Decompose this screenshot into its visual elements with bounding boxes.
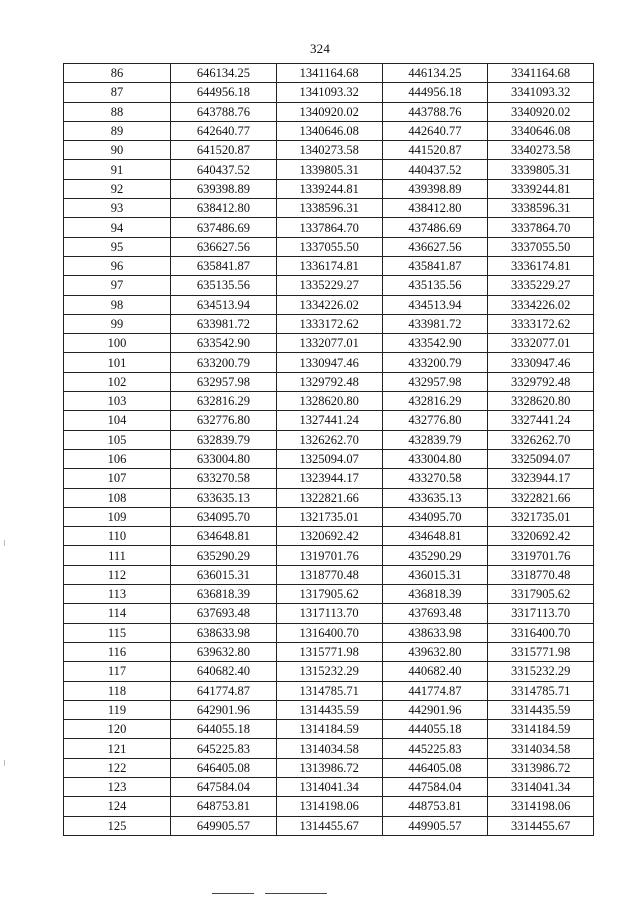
y2-coordinate-cell: 3341093.32: [488, 83, 594, 102]
table-row: [64, 256, 594, 275]
x2-coordinate-cell: 433635.13: [382, 488, 488, 507]
x-coordinate-cell: 642640.77: [171, 121, 277, 140]
y-coordinate-cell: 1330947.46: [276, 353, 382, 372]
x-coordinate-cell: 649905.57: [171, 816, 277, 835]
x-coordinate-cell: 634095.70: [171, 507, 277, 526]
y2-coordinate-cell: 3338596.31: [488, 199, 594, 218]
x2-coordinate-cell: 447584.04: [382, 777, 488, 796]
point-number-cell: 107: [64, 469, 171, 488]
y-coordinate-cell: 1337055.50: [276, 237, 382, 256]
x-coordinate-cell: 633542.90: [171, 334, 277, 353]
point-number-cell: 87: [64, 83, 171, 102]
x2-coordinate-cell: 437486.69: [382, 218, 488, 237]
table-row: [64, 276, 594, 295]
scan-edge-mark: [4, 540, 5, 546]
x2-coordinate-cell: 438633.98: [382, 623, 488, 642]
x-coordinate-cell: 640682.40: [171, 662, 277, 681]
y-coordinate-cell: 1314034.58: [276, 739, 382, 758]
table-row: [64, 449, 594, 468]
x2-coordinate-cell: 445225.83: [382, 739, 488, 758]
table-row: [64, 681, 594, 700]
table-row: [64, 353, 594, 372]
table-row: [64, 527, 594, 546]
footer-rule: [212, 893, 254, 894]
table-row: [64, 141, 594, 160]
table-row: [64, 720, 594, 739]
point-number-cell: 115: [64, 623, 171, 642]
table-row: [64, 700, 594, 719]
table-row: [64, 816, 594, 835]
table-row: [64, 777, 594, 796]
x-coordinate-cell: 644055.18: [171, 720, 277, 739]
x2-coordinate-cell: 434095.70: [382, 507, 488, 526]
y2-coordinate-cell: 3317113.70: [488, 604, 594, 623]
x-coordinate-cell: 638412.80: [171, 199, 277, 218]
x2-coordinate-cell: 444956.18: [382, 83, 488, 102]
table-row: [64, 334, 594, 353]
x-coordinate-cell: 644956.18: [171, 83, 277, 102]
y2-coordinate-cell: 3315232.29: [488, 662, 594, 681]
y2-coordinate-cell: 3341164.68: [488, 64, 594, 83]
x-coordinate-cell: 636627.56: [171, 237, 277, 256]
table-row: [64, 392, 594, 411]
table-row: [64, 623, 594, 642]
x2-coordinate-cell: 437693.48: [382, 604, 488, 623]
y2-coordinate-cell: 3329792.48: [488, 372, 594, 391]
table-row: [64, 372, 594, 391]
y-coordinate-cell: 1319701.76: [276, 546, 382, 565]
y-coordinate-cell: 1314455.67: [276, 816, 382, 835]
y-coordinate-cell: 1316400.70: [276, 623, 382, 642]
x2-coordinate-cell: 446134.25: [382, 64, 488, 83]
point-number-cell: 101: [64, 353, 171, 372]
point-number-cell: 111: [64, 546, 171, 565]
table-row: [64, 179, 594, 198]
table-row: [64, 565, 594, 584]
y2-coordinate-cell: 3339244.81: [488, 179, 594, 198]
y-coordinate-cell: 1341164.68: [276, 64, 382, 83]
y-coordinate-cell: 1318770.48: [276, 565, 382, 584]
x2-coordinate-cell: 446405.08: [382, 758, 488, 777]
point-number-cell: 98: [64, 295, 171, 314]
x2-coordinate-cell: 442640.77: [382, 121, 488, 140]
x-coordinate-cell: 633981.72: [171, 314, 277, 333]
point-number-cell: 86: [64, 64, 171, 83]
x-coordinate-cell: 647584.04: [171, 777, 277, 796]
x2-coordinate-cell: 432776.80: [382, 411, 488, 430]
y-coordinate-cell: 1341093.32: [276, 83, 382, 102]
x-coordinate-cell: 638633.98: [171, 623, 277, 642]
y-coordinate-cell: 1336174.81: [276, 256, 382, 275]
coordinate-table: [63, 63, 594, 836]
x2-coordinate-cell: 449905.57: [382, 816, 488, 835]
y-coordinate-cell: 1328620.80: [276, 392, 382, 411]
y-coordinate-cell: 1332077.01: [276, 334, 382, 353]
x-coordinate-cell: 633270.58: [171, 469, 277, 488]
point-number-cell: 125: [64, 816, 171, 835]
y-coordinate-cell: 1326262.70: [276, 430, 382, 449]
table-row: [64, 430, 594, 449]
x-coordinate-cell: 632957.98: [171, 372, 277, 391]
point-number-cell: 120: [64, 720, 171, 739]
point-number-cell: 105: [64, 430, 171, 449]
point-number-cell: 122: [64, 758, 171, 777]
x2-coordinate-cell: 433981.72: [382, 314, 488, 333]
y2-coordinate-cell: 3337864.70: [488, 218, 594, 237]
x-coordinate-cell: 632816.29: [171, 392, 277, 411]
y-coordinate-cell: 1335229.27: [276, 276, 382, 295]
table-row: [64, 739, 594, 758]
y2-coordinate-cell: 3319701.76: [488, 546, 594, 565]
x-coordinate-cell: 639398.89: [171, 179, 277, 198]
y-coordinate-cell: 1327441.24: [276, 411, 382, 430]
y2-coordinate-cell: 3325094.07: [488, 449, 594, 468]
point-number-cell: 124: [64, 797, 171, 816]
point-number-cell: 96: [64, 256, 171, 275]
y2-coordinate-cell: 3314455.67: [488, 816, 594, 835]
x-coordinate-cell: 641774.87: [171, 681, 277, 700]
y-coordinate-cell: 1340646.08: [276, 121, 382, 140]
x2-coordinate-cell: 443788.76: [382, 102, 488, 121]
table-row: [64, 102, 594, 121]
y2-coordinate-cell: 3314034.58: [488, 739, 594, 758]
point-number-cell: 117: [64, 662, 171, 681]
x-coordinate-cell: 648753.81: [171, 797, 277, 816]
y-coordinate-cell: 1329792.48: [276, 372, 382, 391]
x2-coordinate-cell: 436015.31: [382, 565, 488, 584]
y-coordinate-cell: 1320692.42: [276, 527, 382, 546]
y2-coordinate-cell: 3340273.58: [488, 141, 594, 160]
x-coordinate-cell: 636015.31: [171, 565, 277, 584]
y2-coordinate-cell: 3332077.01: [488, 334, 594, 353]
point-number-cell: 119: [64, 700, 171, 719]
x2-coordinate-cell: 441520.87: [382, 141, 488, 160]
x2-coordinate-cell: 439632.80: [382, 642, 488, 661]
x2-coordinate-cell: 435135.56: [382, 276, 488, 295]
y2-coordinate-cell: 3330947.46: [488, 353, 594, 372]
x2-coordinate-cell: 436627.56: [382, 237, 488, 256]
y-coordinate-cell: 1314041.34: [276, 777, 382, 796]
x2-coordinate-cell: 433004.80: [382, 449, 488, 468]
page-number: 324: [309, 41, 331, 56]
y-coordinate-cell: 1325094.07: [276, 449, 382, 468]
point-number-cell: 110: [64, 527, 171, 546]
x-coordinate-cell: 633004.80: [171, 449, 277, 468]
y2-coordinate-cell: 3337055.50: [488, 237, 594, 256]
y-coordinate-cell: 1340273.58: [276, 141, 382, 160]
point-number-cell: 106: [64, 449, 171, 468]
point-number-cell: 123: [64, 777, 171, 796]
table-row: [64, 121, 594, 140]
point-number-cell: 103: [64, 392, 171, 411]
point-number-cell: 112: [64, 565, 171, 584]
y2-coordinate-cell: 3321735.01: [488, 507, 594, 526]
table-row: [64, 314, 594, 333]
table-row: [64, 758, 594, 777]
y2-coordinate-cell: 3317905.62: [488, 585, 594, 604]
point-number-cell: 118: [64, 681, 171, 700]
point-number-cell: 113: [64, 585, 171, 604]
x2-coordinate-cell: 434513.94: [382, 295, 488, 314]
y2-coordinate-cell: 3314184.59: [488, 720, 594, 739]
y-coordinate-cell: 1323944.17: [276, 469, 382, 488]
x-coordinate-cell: 633635.13: [171, 488, 277, 507]
table-row: [64, 642, 594, 661]
point-number-cell: 114: [64, 604, 171, 623]
x-coordinate-cell: 646405.08: [171, 758, 277, 777]
table-row: [64, 411, 594, 430]
y2-coordinate-cell: 3314785.71: [488, 681, 594, 700]
y-coordinate-cell: 1337864.70: [276, 218, 382, 237]
x-coordinate-cell: 633200.79: [171, 353, 277, 372]
y-coordinate-cell: 1322821.66: [276, 488, 382, 507]
x2-coordinate-cell: 434648.81: [382, 527, 488, 546]
y2-coordinate-cell: 3340920.02: [488, 102, 594, 121]
x-coordinate-cell: 636818.39: [171, 585, 277, 604]
y2-coordinate-cell: 3326262.70: [488, 430, 594, 449]
y2-coordinate-cell: 3313986.72: [488, 758, 594, 777]
table-row: [64, 295, 594, 314]
x-coordinate-cell: 643788.76: [171, 102, 277, 121]
y2-coordinate-cell: 3314198.06: [488, 797, 594, 816]
table-row: [64, 469, 594, 488]
y2-coordinate-cell: 3314435.59: [488, 700, 594, 719]
table-row: [64, 237, 594, 256]
y-coordinate-cell: 1313986.72: [276, 758, 382, 777]
table-row: [64, 199, 594, 218]
point-number-cell: 93: [64, 199, 171, 218]
coordinate-table-body: [64, 64, 594, 836]
x-coordinate-cell: 634648.81: [171, 527, 277, 546]
x-coordinate-cell: 635290.29: [171, 546, 277, 565]
x2-coordinate-cell: 435841.87: [382, 256, 488, 275]
y2-coordinate-cell: 3340646.08: [488, 121, 594, 140]
point-number-cell: 100: [64, 334, 171, 353]
y-coordinate-cell: 1317905.62: [276, 585, 382, 604]
y2-coordinate-cell: 3318770.48: [488, 565, 594, 584]
y2-coordinate-cell: 3315771.98: [488, 642, 594, 661]
point-number-cell: 97: [64, 276, 171, 295]
y-coordinate-cell: 1334226.02: [276, 295, 382, 314]
y-coordinate-cell: 1317113.70: [276, 604, 382, 623]
x-coordinate-cell: 637486.69: [171, 218, 277, 237]
scan-edge-mark: [4, 760, 5, 766]
x2-coordinate-cell: 432839.79: [382, 430, 488, 449]
y-coordinate-cell: 1339244.81: [276, 179, 382, 198]
x-coordinate-cell: 639632.80: [171, 642, 277, 661]
table-row: [64, 604, 594, 623]
table-row: [64, 488, 594, 507]
x-coordinate-cell: 637693.48: [171, 604, 277, 623]
x2-coordinate-cell: 432816.29: [382, 392, 488, 411]
point-number-cell: 121: [64, 739, 171, 758]
y-coordinate-cell: 1338596.31: [276, 199, 382, 218]
table-row: [64, 585, 594, 604]
y-coordinate-cell: 1314184.59: [276, 720, 382, 739]
x2-coordinate-cell: 433270.58: [382, 469, 488, 488]
point-number-cell: 89: [64, 121, 171, 140]
y2-coordinate-cell: 3336174.81: [488, 256, 594, 275]
y-coordinate-cell: 1315232.29: [276, 662, 382, 681]
y-coordinate-cell: 1339805.31: [276, 160, 382, 179]
y2-coordinate-cell: 3323944.17: [488, 469, 594, 488]
y2-coordinate-cell: 3334226.02: [488, 295, 594, 314]
y2-coordinate-cell: 3320692.42: [488, 527, 594, 546]
x2-coordinate-cell: 436818.39: [382, 585, 488, 604]
x2-coordinate-cell: 440437.52: [382, 160, 488, 179]
x-coordinate-cell: 645225.83: [171, 739, 277, 758]
y2-coordinate-cell: 3339805.31: [488, 160, 594, 179]
x-coordinate-cell: 635135.56: [171, 276, 277, 295]
point-number-cell: 108: [64, 488, 171, 507]
y2-coordinate-cell: 3333172.62: [488, 314, 594, 333]
x2-coordinate-cell: 439398.89: [382, 179, 488, 198]
point-number-cell: 88: [64, 102, 171, 121]
x2-coordinate-cell: 435290.29: [382, 546, 488, 565]
point-number-cell: 92: [64, 179, 171, 198]
point-number-cell: 102: [64, 372, 171, 391]
table-row: [64, 64, 594, 83]
point-number-cell: 116: [64, 642, 171, 661]
footer-rule: [265, 893, 327, 894]
x2-coordinate-cell: 448753.81: [382, 797, 488, 816]
table-row: [64, 662, 594, 681]
x2-coordinate-cell: 440682.40: [382, 662, 488, 681]
y-coordinate-cell: 1315771.98: [276, 642, 382, 661]
x-coordinate-cell: 641520.87: [171, 141, 277, 160]
table-row: [64, 507, 594, 526]
point-number-cell: 104: [64, 411, 171, 430]
y2-coordinate-cell: 3328620.80: [488, 392, 594, 411]
point-number-cell: 91: [64, 160, 171, 179]
y-coordinate-cell: 1314435.59: [276, 700, 382, 719]
y2-coordinate-cell: 3316400.70: [488, 623, 594, 642]
x-coordinate-cell: 634513.94: [171, 295, 277, 314]
point-number-cell: 95: [64, 237, 171, 256]
x-coordinate-cell: 642901.96: [171, 700, 277, 719]
y2-coordinate-cell: 3335229.27: [488, 276, 594, 295]
y2-coordinate-cell: 3322821.66: [488, 488, 594, 507]
y-coordinate-cell: 1340920.02: [276, 102, 382, 121]
point-number-cell: 109: [64, 507, 171, 526]
table-row: [64, 797, 594, 816]
x2-coordinate-cell: 444055.18: [382, 720, 488, 739]
x2-coordinate-cell: 438412.80: [382, 199, 488, 218]
x2-coordinate-cell: 433200.79: [382, 353, 488, 372]
x-coordinate-cell: 632776.80: [171, 411, 277, 430]
x-coordinate-cell: 646134.25: [171, 64, 277, 83]
y-coordinate-cell: 1333172.62: [276, 314, 382, 333]
table-row: [64, 160, 594, 179]
table-row: [64, 546, 594, 565]
x-coordinate-cell: 635841.87: [171, 256, 277, 275]
x2-coordinate-cell: 442901.96: [382, 700, 488, 719]
x2-coordinate-cell: 432957.98: [382, 372, 488, 391]
point-number-cell: 94: [64, 218, 171, 237]
y-coordinate-cell: 1321735.01: [276, 507, 382, 526]
y2-coordinate-cell: 3314041.34: [488, 777, 594, 796]
y2-coordinate-cell: 3327441.24: [488, 411, 594, 430]
table-row: [64, 218, 594, 237]
table-row: [64, 83, 594, 102]
x2-coordinate-cell: 441774.87: [382, 681, 488, 700]
point-number-cell: 90: [64, 141, 171, 160]
x-coordinate-cell: 632839.79: [171, 430, 277, 449]
y-coordinate-cell: 1314198.06: [276, 797, 382, 816]
x-coordinate-cell: 640437.52: [171, 160, 277, 179]
point-number-cell: 99: [64, 314, 171, 333]
x2-coordinate-cell: 433542.90: [382, 334, 488, 353]
y-coordinate-cell: 1314785.71: [276, 681, 382, 700]
